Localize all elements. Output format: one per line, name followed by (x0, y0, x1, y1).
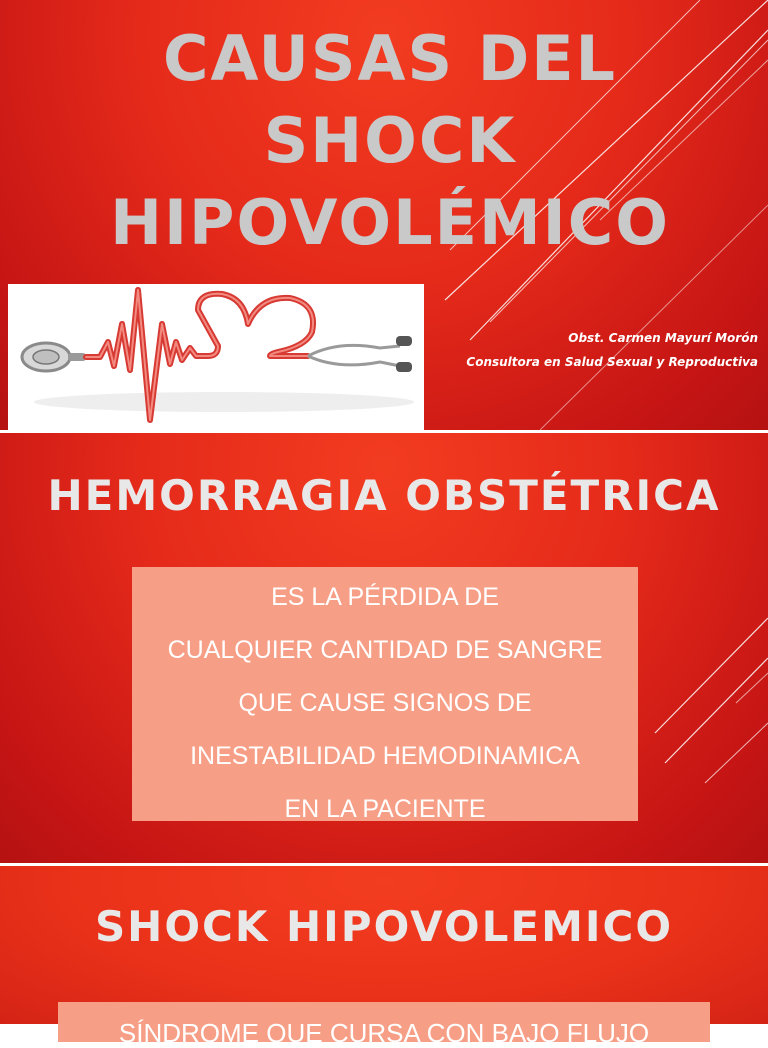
definition-box (132, 567, 638, 821)
definition-box (58, 1002, 710, 1048)
author-credits (428, 326, 758, 374)
slide-heading: SHOCK HIPOVOLEMICO (94, 902, 674, 951)
slide-hemorragia (0, 433, 768, 863)
slide-shock (0, 866, 768, 1048)
stethoscope-heartbeat-image (8, 284, 424, 430)
definition-line: EN LA PACIENTE (284, 795, 486, 823)
slide-title-heading (60, 18, 720, 264)
slide-title (0, 0, 768, 430)
definition-line: ES LA PÉRDIDA DE (271, 583, 499, 611)
definition-text: SÍNDROME QUE CURSA CON BAJO FLUJO (118, 1018, 650, 1048)
definition-line: INESTABILIDAD HEMODINAMICA (190, 742, 580, 770)
definition-line: QUE CAUSE SIGNOS DE (238, 689, 532, 717)
title-line-2: SHOCK (263, 104, 517, 177)
title-line-1: CAUSAS DEL (162, 22, 618, 95)
stethoscope-heartbeat-icon (8, 284, 424, 430)
title-line-3: HIPOVOLÉMICO (110, 186, 670, 259)
definition-line: CUALQUIER CANTIDAD DE SANGRE (167, 636, 603, 664)
slide-heading: HEMORRAGIA OBSTÉTRICA (47, 471, 721, 520)
author-name: Obst. Carmen Mayurí Morón (568, 331, 758, 345)
author-role: Consultora en Salud Sexual y Reproductiva (466, 355, 758, 369)
